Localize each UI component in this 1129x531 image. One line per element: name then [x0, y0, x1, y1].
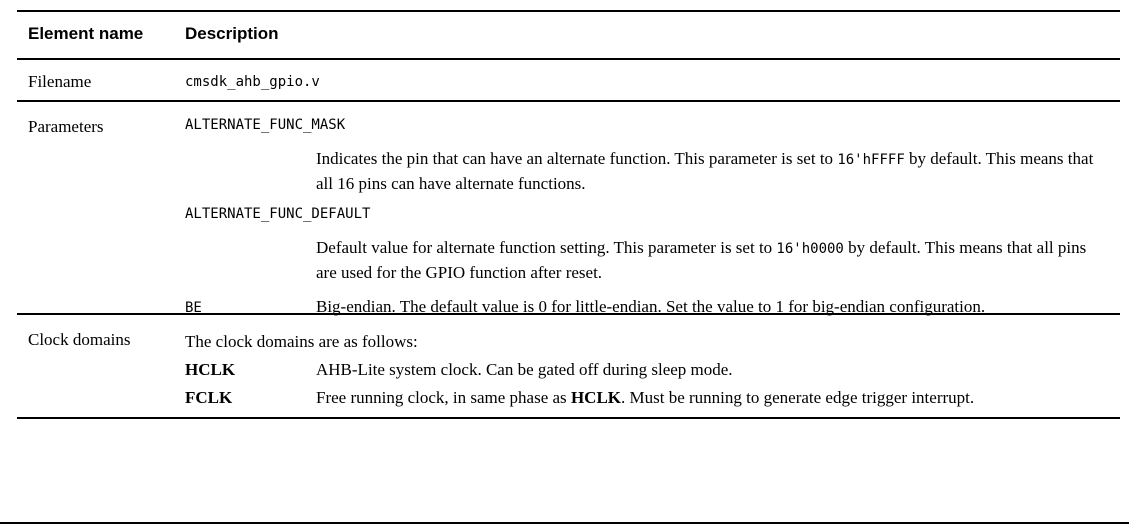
param-desc-text: Default value for alternate function setting. This parameter is set to: [316, 238, 777, 257]
param-desc-text: by default. This means that all pins are used for the GPIO function after reset.: [316, 238, 1087, 282]
row-clock-domains: [17, 315, 1120, 419]
clock-row-hclk: [185, 358, 1120, 381]
parameters-cell: [185, 102, 1120, 318]
param-name-alternate-func-default: ALTERNATE_FUNC_DEFAULT: [185, 206, 371, 222]
clock-desc-text: Free running clock, in same phase as: [316, 388, 571, 407]
header-description: Description: [185, 24, 279, 43]
clock-desc-hclk: AHB-Lite system clock. Can be gated off during sleep mode.: [316, 360, 733, 379]
table-header-row: [17, 12, 1120, 60]
filename-label: Filename: [28, 72, 92, 91]
param-name-be: BE: [185, 300, 202, 316]
clock-row-fclk: [185, 386, 1120, 409]
param-desc-code: 16'h0000: [776, 241, 844, 257]
clock-domains-label: Clock domains: [28, 330, 131, 349]
param-desc-be: Big-endian. The default value is 0 for little-endian. Set the value to 1 for big-endian configuration.: [316, 297, 986, 316]
page-bottom-rule: [0, 522, 1129, 524]
param-desc-alternate-func-default: [316, 236, 1106, 284]
clock-domains-cell: [185, 315, 1120, 417]
row-filename: [17, 60, 1120, 102]
row-parameters: [17, 102, 1120, 315]
clock-desc-text: . Must be running to generate edge trigger interrupt.: [621, 388, 975, 407]
element-description-table: [17, 10, 1120, 419]
clock-name-hclk: HCLK: [185, 360, 236, 379]
clock-desc-fclk: [316, 386, 1120, 409]
param-desc-code: 16'hFFFF: [837, 152, 905, 168]
filename-value: cmsdk_ahb_gpio.v: [185, 74, 320, 90]
param-desc-text: by default. This means that all 16 pins can have alternate functions.: [316, 149, 1094, 193]
parameters-label: Parameters: [28, 117, 104, 136]
clock-domains-intro: The clock domains are as follows:: [185, 332, 418, 351]
clock-name-fclk: FCLK: [185, 388, 233, 407]
param-desc-alternate-func-mask: [316, 147, 1106, 195]
header-element-name: Element name: [28, 24, 144, 43]
param-desc-text: Indicates the pin that can have an alternate function. This parameter is set to: [316, 149, 838, 168]
param-name-alternate-func-mask: ALTERNATE_FUNC_MASK: [185, 117, 346, 133]
clock-desc-bold-ref: HCLK: [570, 388, 621, 407]
